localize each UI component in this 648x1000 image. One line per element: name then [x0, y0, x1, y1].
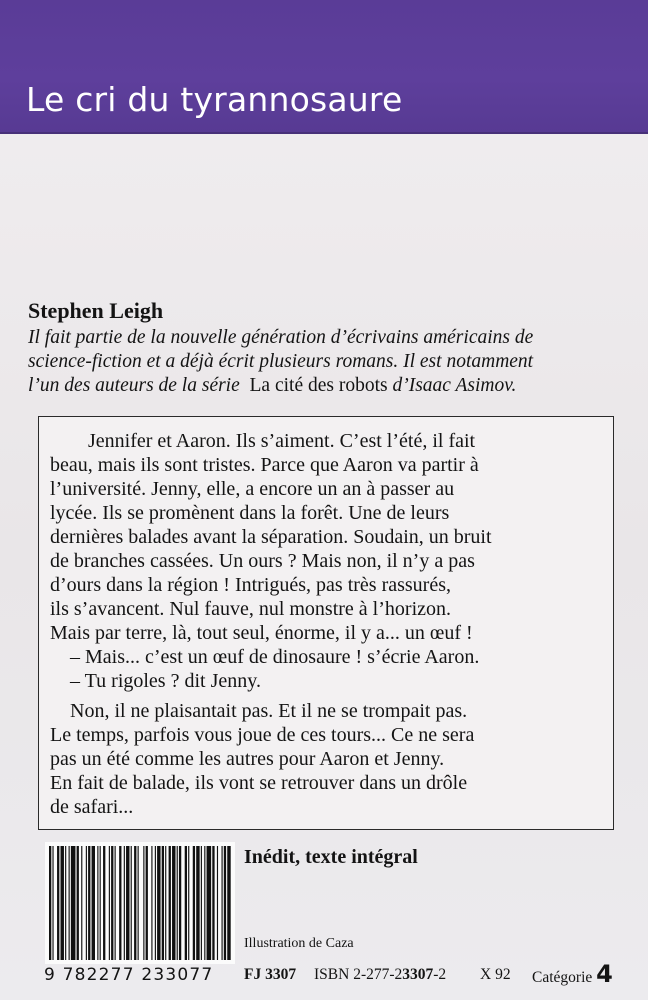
barcode	[45, 842, 235, 964]
barcode-bar	[169, 846, 171, 960]
bio-last-suffix: d’Isaac Asimov.	[387, 375, 517, 396]
barcode-bar	[92, 846, 95, 960]
barcode-bar	[204, 846, 205, 960]
barcode-bar	[124, 846, 125, 960]
summary-line: Le temps, parfois vous joue de ces tours... Ce ne sera	[50, 724, 475, 746]
barcode-bar	[155, 846, 156, 960]
barcode-bars	[45, 842, 235, 964]
barcode-bar	[111, 846, 113, 960]
barcode-bar	[185, 846, 187, 960]
category-label: Catégorie	[532, 969, 593, 986]
barcode-bar	[222, 846, 223, 960]
series-title: La cité des robots	[249, 375, 388, 396]
barcode-bar	[77, 846, 79, 960]
barcode-bar	[57, 846, 59, 960]
barcode-bar	[217, 846, 218, 960]
barcode-bar	[151, 846, 152, 960]
barcode-bar	[97, 846, 98, 960]
isbn	[314, 966, 446, 984]
barcode-bar	[126, 846, 129, 960]
summary-line: de safari...	[50, 796, 134, 818]
barcode-bar	[179, 846, 181, 960]
summary-line: l’université. Jenny, elle, a encore un an à passer au	[50, 478, 455, 500]
author-name: Stephen Leigh	[28, 298, 164, 323]
summary-line: lycée. Ils se promènent dans la forêt. Une de leurs	[50, 502, 450, 524]
barcode-bar	[146, 846, 148, 960]
barcode-bar	[143, 846, 144, 960]
summary-line: – Mais... c’est un œuf de dinosaure ! s’écrie Aaron.	[70, 646, 480, 668]
price-code: X 92	[480, 966, 511, 983]
barcode-bar	[165, 846, 166, 960]
isbn-suffix: -2	[433, 966, 447, 983]
series-code: FJ 3307	[244, 966, 297, 983]
barcode-bar	[119, 846, 121, 960]
barcode-bar	[207, 846, 212, 960]
book-title: Le cri du tyrannosaure	[26, 80, 403, 119]
isbn-prefix: ISBN 2-277-2	[314, 966, 403, 983]
barcode-bar	[100, 846, 101, 960]
barcode-bar	[212, 846, 214, 960]
author-bio	[28, 326, 628, 398]
summary-box	[38, 416, 614, 830]
summary-line: – Tu rigoles ? dit Jenny.	[70, 670, 261, 692]
barcode-bar	[172, 846, 175, 960]
summary-line: ils s’avancent. Nul fauve, nul monstre à l’horizon.	[50, 598, 451, 620]
barcode-bar	[61, 846, 64, 960]
author-bio-line-last	[28, 374, 628, 398]
summary-line: d’ours dans la région ! Intrigués, pas très rassurés,	[50, 574, 452, 596]
barcode-bar	[188, 846, 189, 960]
summary-line: dernières balades avant la séparation. Soudain, un bruit	[50, 526, 492, 548]
barcode-bar	[81, 846, 82, 960]
barcode-bar	[71, 846, 76, 960]
title-band	[0, 0, 648, 134]
barcode-bar	[193, 846, 195, 960]
barcode-bar	[196, 846, 199, 960]
barcode-bar	[131, 846, 132, 960]
summary-line: Mais par terre, là, tout seul, énorme, il y a... un œuf !	[50, 622, 473, 644]
barcode-bar	[103, 846, 105, 960]
summary-line: Non, il ne plaisantait pas. Et il ne se trompait pas.	[70, 700, 468, 722]
barcode-bar	[88, 846, 90, 960]
barcode-bar	[49, 846, 51, 960]
summary-line: pas un été comme les autres pour Aaron et Jenny.	[50, 748, 445, 770]
author-bio-line: science-fiction et a déjà écrit plusieurs romans. Il est notamment	[28, 351, 534, 372]
summary-line: beau, mais ils sont tristes. Parce que Aaron va partir à	[50, 454, 479, 476]
barcode-bar	[224, 846, 226, 960]
summary-line: de branches cassées. Un ours ? Mais non, il n’y a pas	[50, 550, 475, 572]
barcode-bar	[115, 846, 116, 960]
bio-last-prefix: l’un des auteurs de la série	[28, 375, 240, 396]
barcode-bar	[162, 846, 164, 960]
summary-line: En fait de balade, ils vont se retrouver dans un drôle	[50, 772, 468, 794]
barcode-bar	[201, 846, 202, 960]
category	[532, 960, 613, 988]
barcode-bar	[109, 846, 110, 960]
barcode-bar	[157, 846, 160, 960]
summary-line: Jennifer et Aaron. Ils s’aiment. C’est l’été, il fait	[88, 430, 476, 452]
barcode-bar	[134, 846, 136, 960]
barcode-number: 9 782277 233077	[44, 965, 214, 985]
barcode-bar	[69, 846, 70, 960]
category-number: 4	[596, 960, 613, 988]
author-bio-line: Il fait partie de la nouvelle génération d’écrivains américains de	[28, 327, 534, 348]
barcode-bar	[65, 846, 66, 960]
barcode-bar	[177, 846, 178, 960]
illustration-credit: Illustration de Caza	[244, 936, 354, 951]
barcode-bar	[86, 846, 87, 960]
barcode-bar	[52, 846, 53, 960]
barcode-bar	[227, 846, 230, 960]
barcode-bar	[138, 846, 139, 960]
isbn-highlight: 3307	[402, 966, 434, 983]
edition-note: Inédit, texte intégral	[244, 846, 418, 868]
